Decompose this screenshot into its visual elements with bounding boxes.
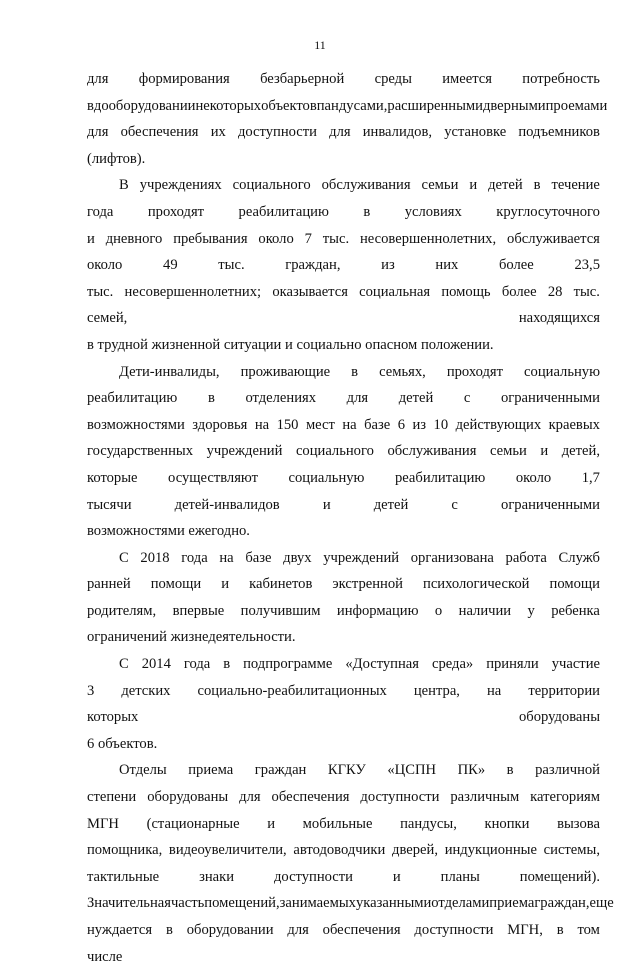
- text-line: тысячи детей-инвалидов и детей с ограниченными: [87, 496, 600, 513]
- text-line: реабилитацию в отделениях для детей с ограниченными: [87, 390, 600, 407]
- paragraph: [87, 545, 600, 651]
- text-line: тактильные знаки доступности и планы помещений).: [87, 868, 600, 885]
- text-line: помощника, видеоувеличители, автодоводчики дверей, индукционные системы,: [87, 842, 600, 859]
- text-line: степени оборудованы для обеспечения доступности различным категориям: [87, 789, 600, 806]
- text-line: 3 детских социально-реабилитационных центра, на территории: [87, 682, 600, 699]
- text-line: тыс. несовершеннолетних; оказывается социальная помощь более 28 тыс.: [87, 283, 600, 300]
- text-line: С 2014 года в подпрограмме «Доступная среда» приняли участие: [119, 656, 600, 673]
- paragraph: Дети-инвалиды, проживающие в семьях, проходят социальную реабилитацию в отделениях для детей с ограниченными возможностями здоровья на 150 мест на базе 6 из 10 действующих краевых государственных учреждений социального обслуживания семьи и детей, которые осуществляют социальную реабилитацию около 1,7 тысячи детей-инвалидов и детей с ограниченными возможностями ежегодно.: [87, 359, 600, 545]
- text-line: МГН (стационарные и мобильные пандусы, кнопки вызова: [87, 815, 600, 832]
- text-line: для формирования безбарьерной среды имеется потребность: [87, 71, 600, 87]
- text-line: Отделы приема граждан КГКУ «ЦСПН ПК» в различной: [119, 762, 600, 779]
- document-body: [87, 66, 614, 970]
- text-line: нуждается в оборудовании для обеспечения доступности МГН, в том: [87, 922, 600, 938]
- paragraph: С 2014 года в подпрограмме «Доступная среда» приняли участие 3 детских социально-реабилитационных центра, на территории которых оборудованы 6 объектов.: [87, 651, 600, 757]
- text-line: года проходят реабилитацию в условиях круглосуточного: [87, 203, 600, 220]
- paragraph: [87, 66, 608, 172]
- text-line: (лифтов).: [87, 150, 146, 167]
- text-line: ограничений жизнедеятельности.: [87, 629, 296, 646]
- text-line: которые осуществляют социальную реабилитацию около 1,7: [87, 469, 600, 486]
- text-line: и дневного пребывания около 7 тыс. несовершеннолетних, обслуживается: [87, 230, 600, 247]
- paragraph: В учреждениях социального обслуживания семьи и детей в течение года проходят реабилитацию в условиях круглосуточного и дневного пребывания около 7 тыс. несовершеннолетних, обслуживается около 49 тыс. граждан, из них более 23,5 тыс. несовершеннолетних; оказывается социальная помощь более 28 тыс. семей, находящихся в трудной жизненной ситуации и социально опасном положении.: [87, 172, 600, 358]
- text-line: государственных учреждений социального обслуживания семьи и детей,: [87, 443, 600, 460]
- text-line: семей, находящихся: [87, 310, 600, 327]
- text-line: около 49 тыс. граждан, из них более 23,5: [87, 257, 600, 274]
- text-line: С 2018 года на базе двух учреждений организована работа Служб: [119, 549, 600, 566]
- text-line: ранней помощи и кабинетов экстренной психологической помощи: [87, 576, 600, 593]
- page-number: 11: [314, 38, 326, 52]
- paragraph: Отделы приема граждан КГКУ «ЦСПН ПК» в различной степени оборудованы для обеспечения доступности различным категориям МГН (стационарные и мобильные пандусы, кнопки вызова помощника, видеоувеличители, автодоводчики дверей, индукционные системы, тактильные знаки доступности и планы помещений). Значительная часть помещений, занимаемых указанными отделами приема граждан, еще нуждается в оборудовании для обеспечения доступности МГН, в том числе: [87, 757, 600, 970]
- text-line: В учреждениях социального обслуживания семьи и детей в течение: [119, 177, 600, 194]
- text-line: в дооборудовании некоторых объектов пандусами, расширенными дверными проемами: [87, 97, 608, 114]
- text-line: Значительная часть помещений, занимаемых указанными отделами приема граждан, еще: [87, 895, 614, 912]
- text-line: Дети-инвалиды, проживающие в семьях, проходят социальную: [119, 363, 600, 380]
- text-line: возможностями здоровья на 150 мест на базе 6 из 10 действующих краевых: [87, 416, 600, 433]
- text-line: родителям, впервые получившим информацию о наличии у ребенка: [87, 602, 600, 619]
- text-line: для обеспечения их доступности для инвалидов, установке подъемников: [87, 124, 600, 141]
- text-line: которых оборудованы: [87, 709, 600, 726]
